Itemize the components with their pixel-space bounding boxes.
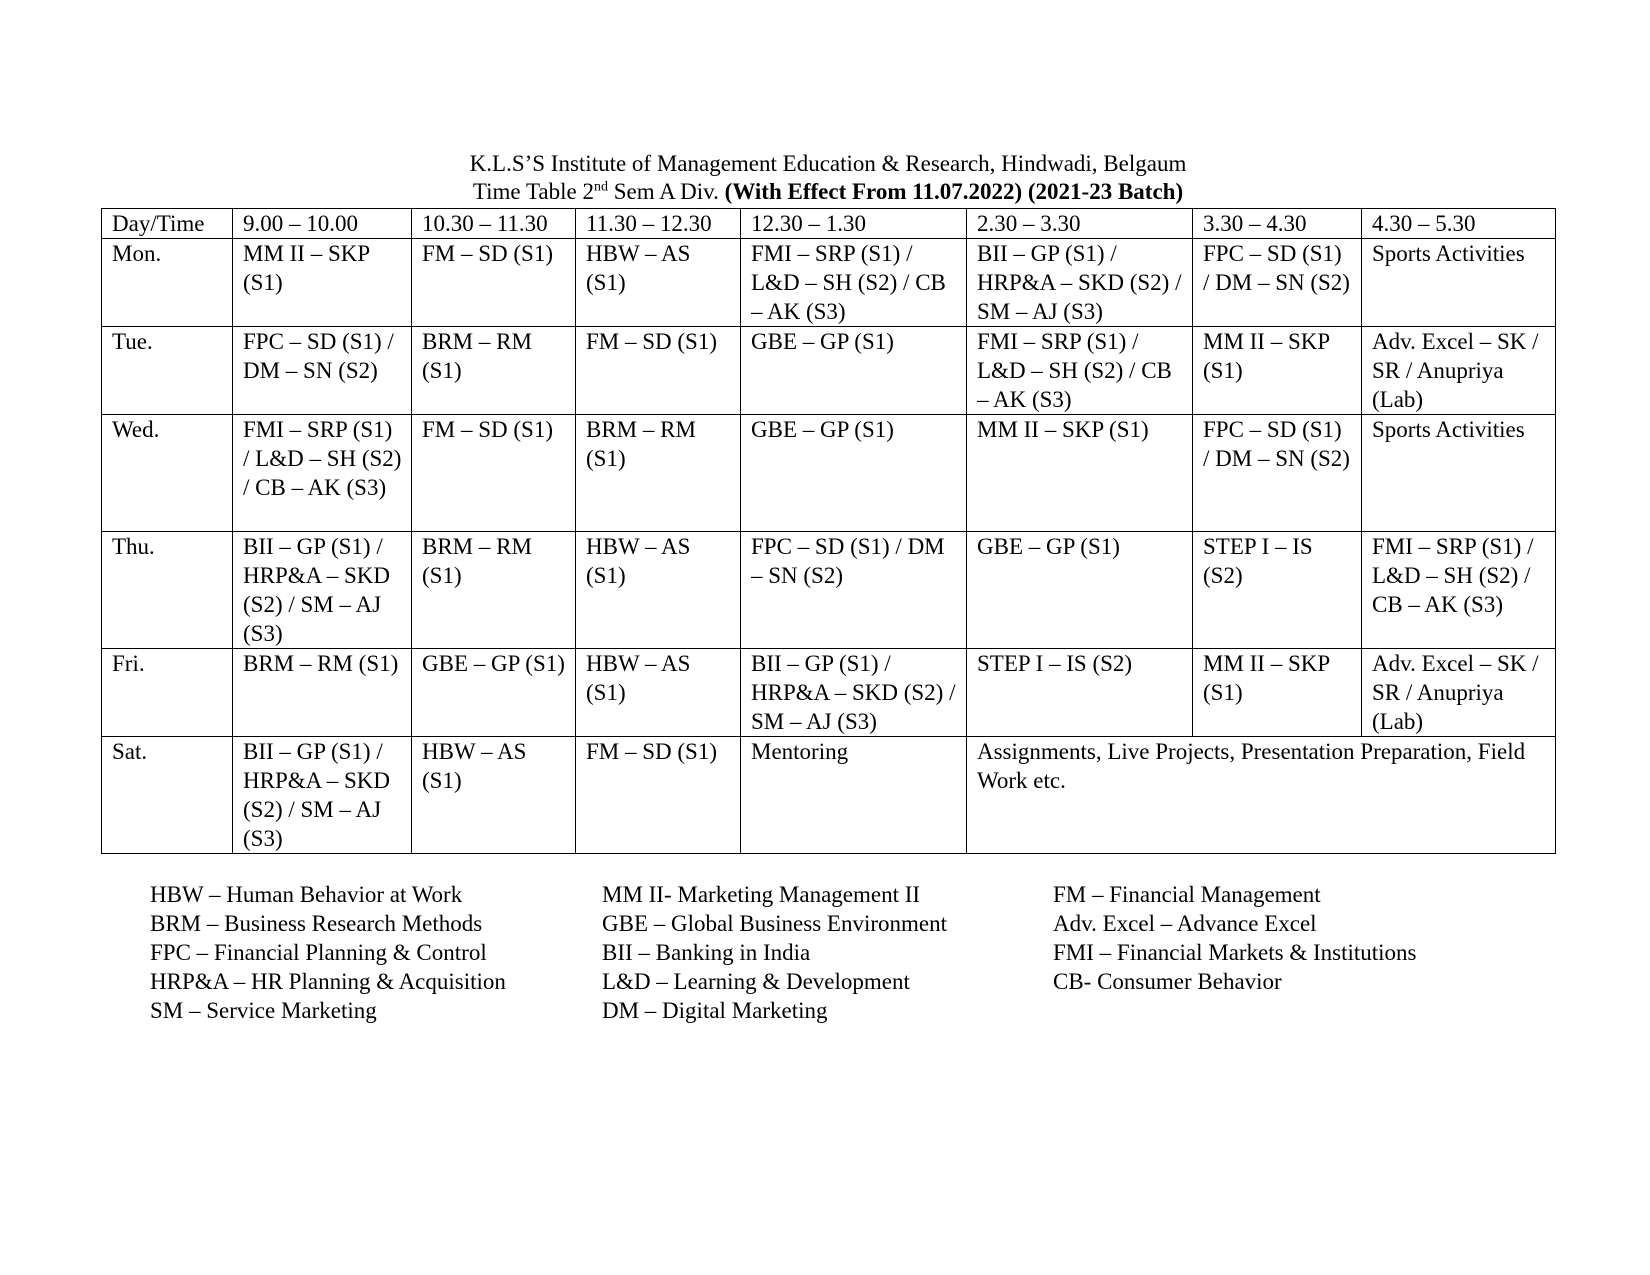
table-cell: MM II – SKP (S1) xyxy=(1193,327,1362,415)
table-cell: FPC – SD (S1) / DM – SN (S2) xyxy=(1193,415,1362,532)
table-row-wed xyxy=(102,415,1556,532)
legend-item: CB- Consumer Behavior xyxy=(1053,969,1282,994)
timetable xyxy=(101,208,1556,854)
table-cell: Sports Activities xyxy=(1362,239,1556,327)
header-row xyxy=(102,209,1556,239)
table-cell: FPC – SD (S1) / DM – SN (S2) xyxy=(1193,239,1362,327)
table-cell: FMI – SRP (S1) / L&D – SH (S2) / CB – AK (S3) xyxy=(741,239,967,327)
legend-item: SM – Service Marketing xyxy=(150,998,377,1023)
legend-item: HBW – Human Behavior at Work xyxy=(150,882,463,907)
table-row-fri xyxy=(102,649,1556,737)
table-row-mon xyxy=(102,239,1556,327)
table-cell: GBE – GP (S1) xyxy=(967,532,1193,649)
legend-column-3 xyxy=(1053,880,1417,996)
day-cell: Mon. xyxy=(102,239,233,327)
table-row-tue xyxy=(102,327,1556,415)
timetable-subtitle xyxy=(101,178,1555,206)
legend-item: L&D – Learning & Development xyxy=(602,969,910,994)
table-cell: STEP I – IS (S2) xyxy=(967,649,1193,737)
table-cell: BRM – RM (S1) xyxy=(576,415,741,532)
legend-column-2 xyxy=(602,880,947,1025)
table-cell: FPC – SD (S1) / DM – SN (S2) xyxy=(233,327,412,415)
table-cell: FPC – SD (S1) / DM – SN (S2) xyxy=(741,532,967,649)
table-cell: BII – GP (S1) / HRP&A – SKD (S2) / SM – AJ (S3) xyxy=(741,649,967,737)
table-cell: FMI – SRP (S1) / L&D – SH (S2) / CB – AK (S3) xyxy=(967,327,1193,415)
legend-item: FMI – Financial Markets & Institutions xyxy=(1053,940,1417,965)
table-cell: HBW – AS (S1) xyxy=(412,737,576,854)
day-cell: Fri. xyxy=(102,649,233,737)
table-cell: HBW – AS (S1) xyxy=(576,649,741,737)
table-cell: Adv. Excel – SK / SR / Anupriya (Lab) xyxy=(1362,649,1556,737)
legend-item: DM – Digital Marketing xyxy=(602,998,828,1023)
table-cell: FM – SD (S1) xyxy=(576,327,741,415)
legend-item: BRM – Business Research Methods xyxy=(150,911,483,936)
legend-column-1 xyxy=(150,880,506,1025)
table-cell: MM II – SKP (S1) xyxy=(967,415,1193,532)
day-cell: Wed. xyxy=(102,415,233,532)
table-cell: FM – SD (S1) xyxy=(412,239,576,327)
legend-item: MM II- Marketing Management II xyxy=(602,882,921,907)
subtitle-prefix: Time Table 2 xyxy=(472,179,594,204)
day-cell: Sat. xyxy=(102,737,233,854)
table-cell: BII – GP (S1) / HRP&A – SKD (S2) / SM – AJ (S3) xyxy=(967,239,1193,327)
header-cell: 10.30 – 11.30 xyxy=(412,209,576,239)
table-cell: Adv. Excel – SK / SR / Anupriya (Lab) xyxy=(1362,327,1556,415)
header-cell: 4.30 – 5.30 xyxy=(1362,209,1556,239)
table-cell: HBW – AS (S1) xyxy=(576,532,741,649)
header-cell: 12.30 – 1.30 xyxy=(741,209,967,239)
table-cell: FMI – SRP (S1) / L&D – SH (S2) / CB – AK (S3) xyxy=(1362,532,1556,649)
document-header xyxy=(101,150,1555,206)
subtitle-ordinal: nd xyxy=(593,179,608,195)
table-cell: MM II – SKP (S1) xyxy=(233,239,412,327)
table-cell: BRM – RM (S1) xyxy=(233,649,412,737)
header-cell: 9.00 – 10.00 xyxy=(233,209,412,239)
table-cell: FMI – SRP (S1) / L&D – SH (S2) / CB – AK (S3) xyxy=(233,415,412,532)
legend-item: GBE – Global Business Environment xyxy=(602,911,947,936)
legend-item: FPC – Financial Planning & Control xyxy=(150,940,487,965)
day-cell: Thu. xyxy=(102,532,233,649)
day-cell: Tue. xyxy=(102,327,233,415)
table-cell: MM II – SKP (S1) xyxy=(1193,649,1362,737)
legend-item: Adv. Excel – Advance Excel xyxy=(1053,911,1317,936)
legend-item: BII – Banking in India xyxy=(602,940,811,965)
subtitle-effective-date: (With Effect From 11.07.2022) (2021-23 Batch) xyxy=(724,179,1184,204)
table-cell: Sports Activities xyxy=(1362,415,1556,532)
table-cell: STEP I – IS (S2) xyxy=(1193,532,1362,649)
table-cell: FM – SD (S1) xyxy=(412,415,576,532)
header-cell: 2.30 – 3.30 xyxy=(967,209,1193,239)
table-row-sat xyxy=(102,737,1556,854)
table-cell-merged: Assignments, Live Projects, Presentation Preparation, Field Work etc. xyxy=(967,737,1556,854)
legend-item: HRP&A – HR Planning & Acquisition xyxy=(150,969,506,994)
table-cell: GBE – GP (S1) xyxy=(412,649,576,737)
header-cell: 11.30 – 12.30 xyxy=(576,209,741,239)
table-cell: BRM – RM (S1) xyxy=(412,532,576,649)
table-cell: BII – GP (S1) / HRP&A – SKD (S2) / SM – AJ (S3) xyxy=(233,737,412,854)
header-cell: 3.30 – 4.30 xyxy=(1193,209,1362,239)
table-row-thu xyxy=(102,532,1556,649)
table-cell: BRM – RM (S1) xyxy=(412,327,576,415)
table-cell: GBE – GP (S1) xyxy=(741,415,967,532)
table-cell: FM – SD (S1) xyxy=(576,737,741,854)
table-cell: GBE – GP (S1) xyxy=(741,327,967,415)
table-cell: HBW – AS (S1) xyxy=(576,239,741,327)
legend-item: FM – Financial Management xyxy=(1053,882,1321,907)
table-cell: Mentoring xyxy=(741,737,967,854)
subtitle-mid: Sem A Div. xyxy=(607,179,725,204)
header-cell: Day/Time xyxy=(102,209,233,239)
institute-title: K.L.S’S Institute of Management Education & Research, Hindwadi, Belgaum xyxy=(469,151,1187,176)
table-cell: BII – GP (S1) / HRP&A – SKD (S2) / SM – AJ (S3) xyxy=(233,532,412,649)
